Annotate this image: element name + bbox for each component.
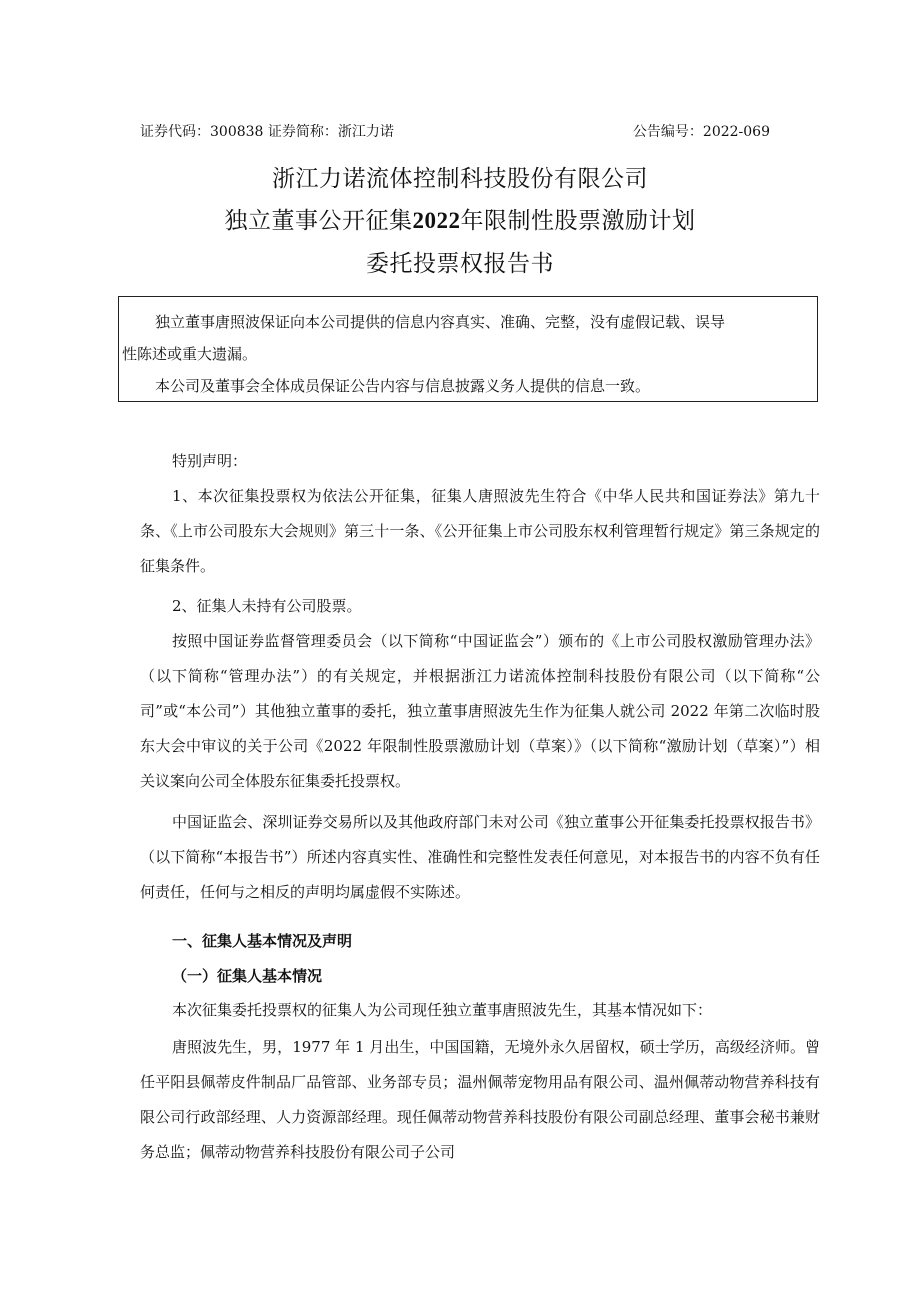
- report-title-line: 独立董事公开征集2022年限制性股票激励计划: [224, 208, 696, 234]
- report-subtitle: 委托投票权报告书: [366, 251, 554, 277]
- notice-line-3: 本公司及董事会全体成员保证公告内容与信息披露义务人提供的信息一致。: [155, 377, 651, 395]
- statement-item-1: 1、本次征集投票权为依法公开征集，征集人唐照波先生符合《中华人民共和国证券法》第九十条、《上市公司股东大会规则》第三十一条、《公开征集上市公司股东权利管理暂行规定》第三条规定的征集条件。: [140, 487, 820, 575]
- statement-paragraph-1: 按照中国证券监督管理委员会（以下简称“中国证监会”）颁布的《上市公司股权激励管理办法》（以下简称“管理办法”）的有关规定，并根据浙江力诺流体控制科技股份有限公司（以下简称“公司”或“本公司”）其他独立董事的委托，独立董事唐照波先生作为征集人就公司 2022 年第二次临时股东大会中审议的关于公司《2022 年限制性股票激励计划（草案）》（以下简称“激励计划（草案）”）相关议案向公司全体股东征集委托投票权。: [140, 632, 820, 790]
- collector-bio: 唐照波先生，男，1977 年 1 月出生，中国国籍，无境外永久居留权，硕士学历，高级经济师。曾任平阳县佩蒂皮件制品厂品管部、业务部专员；温州佩蒂宠物用品有限公司、温州佩蒂动物营养科技有限公司行政部经理、人力资源部经理。现任佩蒂动物营养科技股份有限公司副总经理、董事会秘书兼财务总监；佩蒂动物营养科技股份有限公司子公司: [140, 1038, 820, 1161]
- notice-box: [118, 296, 818, 402]
- section-heading: 一、征集人基本情况及声明: [172, 932, 353, 950]
- announcement-number: 公告编号：2022-069: [632, 124, 770, 140]
- security-code: 证券代码：300838 证券简称：浙江力诺: [140, 124, 394, 140]
- title-year: 2022: [412, 208, 461, 233]
- statement-item-2: 2、征集人未持有公司股票。: [172, 597, 362, 615]
- statement-paragraph-2: 中国证监会、深圳证券交易所以及其他政府部门未对公司《独立董事公开征集委托投票权报告书》（以下简称“本报告书”）所述内容真实性、准确性和完整性发表任何意见，对本报告书的内容不负有任何责任，任何与之相反的声明均属虚假不实陈述。: [140, 813, 820, 901]
- collector-intro: 本次征集委托投票权的征集人为公司现任独立董事唐照波先生，其基本情况如下：: [172, 1001, 713, 1019]
- document-header: [140, 121, 770, 141]
- subsection-heading: （一）征集人基本情况: [172, 967, 323, 985]
- company-title: 浙江力诺流体控制科技股份有限公司: [272, 166, 648, 192]
- notice-line-2: 性陈述或重大遗漏。: [122, 345, 258, 363]
- special-statement-heading: 特别声明：: [172, 452, 248, 470]
- notice-line-1: 独立董事唐照波保证向本公司提供的信息内容真实、准确、完整，没有虚假记载、误导: [155, 313, 726, 331]
